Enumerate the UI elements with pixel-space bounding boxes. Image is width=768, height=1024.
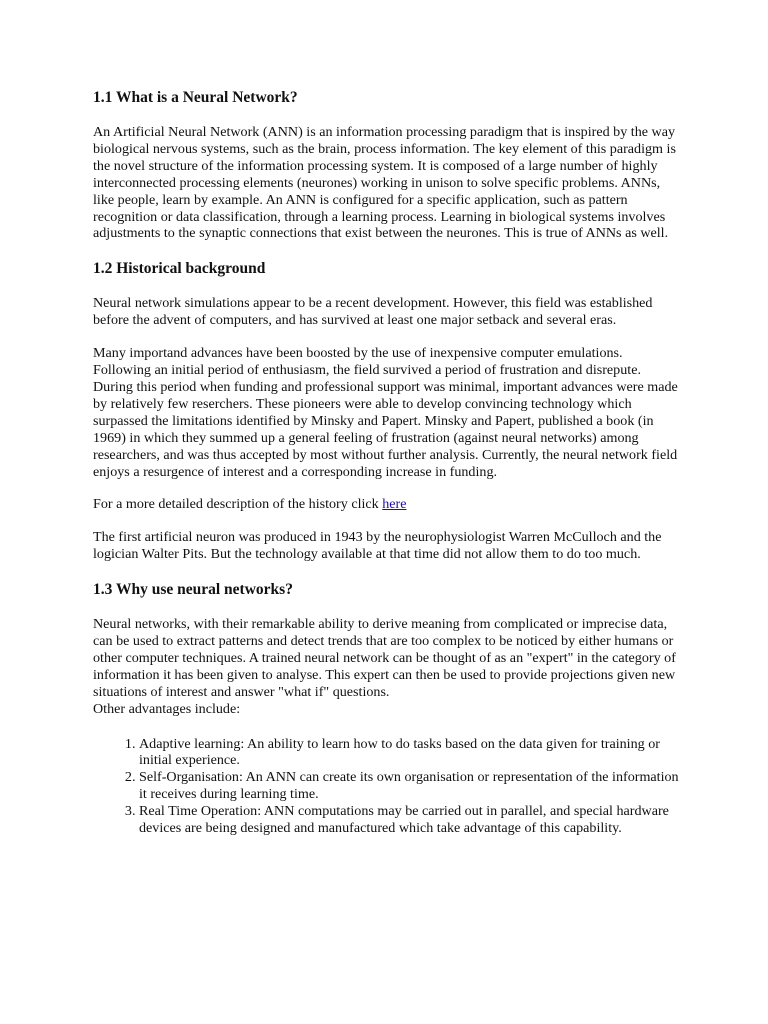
list-item: 1. Adaptive learning: An ability to learn how to do tasks based on the data given for training or initial experience. [139, 736, 683, 770]
section-2-heading: 1.2 Historical background [93, 260, 266, 278]
section-2-paragraph-4: The first artificial neuron was produced in 1943 by the neurophysiologist Warren McCulloch and the logician Walter Pits. But the technology available at that time did not allow them to do too much. [93, 529, 662, 563]
section-2-paragraph-1: Neural network simulations appear to be a recent development. However, this field was established before the advent of computers, and has survived at least one major setback and several eras. [93, 295, 653, 329]
section-2-paragraph-2: Many importand advances have been boosted by the use of inexpensive computer emulations. Following an initial period of enthusiasm, the field survived a period of frustration and disrepute. During this period when funding and professional support was minimal, important advances were made by relatively few reserchers. These pioneers were able to develop convincing technology which surpassed the limitations identified by Minsky and Papert. Minsky and Papert, published a book (in 1969) in which they summed up a general feeling of frustration (against neural networks) among researchers, and was thus accepted by most without further analysis. Currently, the neural network field enjoys a resurgence of interest and a corresponding increase in funding. [93, 345, 678, 480]
advantages-list [93, 736, 683, 837]
list-item: 2. Self-Organisation: An ANN can create its own organisation or representation of the information it receives during learning time. [139, 769, 683, 803]
advantages-lead: Other advantages include: [93, 700, 241, 717]
document-body [93, 88, 683, 837]
list-item: 3. Real Time Operation: ANN computations may be carried out in parallel, and special hardware devices are being designed and manufactured which take advantage of this capability. [139, 803, 683, 837]
section-3-paragraph-1: Neural networks, with their remarkable ability to derive meaning from complicated or imprecise data, can be used to extract patterns and detect trends that are too complex to be noticed by either humans or other computer techniques. A trained neural network can be thought of as an "expert" in the category of information it has been given to analyse. This expert can then be used to provide projections given new situations of interest and answer "what if" questions. [93, 616, 676, 700]
section-1-heading: 1.1 What is a Neural Network? [93, 89, 298, 106]
section-1-paragraph-1: An Artificial Neural Network (ANN) is an information processing paradigm that is inspired by the way biological nervous systems, such as the brain, process information. The key element of this paradigm is the novel structure of the information processing system. It is composed of a large number of highly interconnected processing elements (neurones) working in unison to solve specific problems. ANNs, like people, learn by example. An ANN is configured for a specific application, such as pattern recognition or data classification, through a learning process. Learning in biological systems involves adjustments to the synaptic connections that exist between the neurones. This is true of ANNs as well. [93, 124, 676, 242]
history-link-text: For a more detailed description of the history click [93, 496, 383, 513]
history-link[interactable]: here [382, 496, 407, 513]
section-3-heading: 1.3 Why use neural networks? [93, 581, 293, 599]
history-link-paragraph [93, 496, 683, 513]
